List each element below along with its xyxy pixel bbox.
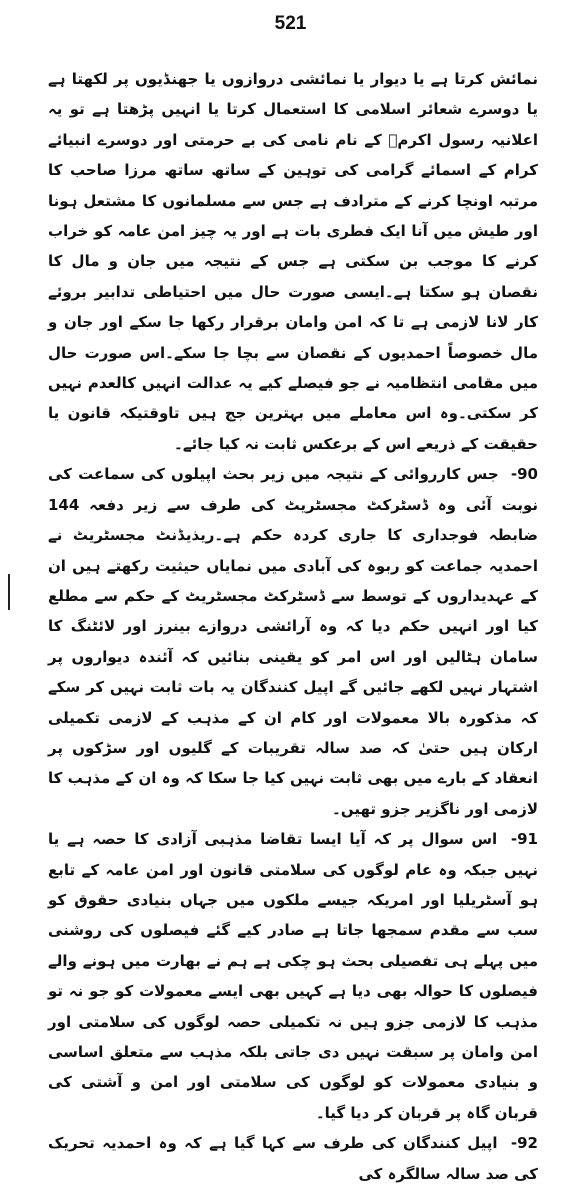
paragraph-number: 90-: [510, 465, 538, 484]
paragraph-text: نمائش کرتا ہے یا دیوار یا نمائشی دروازوں یا جھنڈیوں پر لکھتا ہے یا دوسرے شعائر اسلامی کا استعمال کرتا یا انہیں پڑھتا ہے تو یہ اعلانیہ رسول اکرمؐ کے نام نامی کی بے حرمتی اور دوسرے انبیائے کرام کے اسمائے گرامی کی توہین کے ساتھ ساتھ مرزا صاحب کا مرتبہ اونچا کرنے کے مترادف ہے جس سے مسلمانوں کا مشتعل ہونا اور طیش میں آنا ایک فطری بات ہے اور یہ چیز امن عامہ کو خراب کرنے کا موجب بن سکتی ہے جس کے نتیجہ میں جان و مال کا نقصان ہو سکتا ہے۔ایسی صورت حال میں احتیاطی تدابیر بروئے کار لانا لازمی ہے تا کہ امن وامان برقرار رکھا جا سکے اور جان و مال خصوصاً احمدیوں کے نقصان سے بچا جا سکے۔اس صورت حال میں مقامی انتظامیہ نے جو فیصلے کیے یہ عدالت انہیں کالعدم نہیں کر سکتی۔وہ اس معاملے میں بہترین جج ہیں تاوقتیکہ قانون یا حقیقت کے ذریعے اس کے برعکس ثابت نہ کیا جائے۔: [48, 70, 538, 453]
paragraph-continuation: [48, 64, 538, 459]
margin-mark: [8, 574, 10, 610]
document-body: [48, 64, 538, 1189]
paragraph-92: [48, 1128, 538, 1189]
paragraph-text: اس سوال پر کہ آیا ایسا تقاضا مذہبی آزادی کا حصہ ہے یا نہیں جبکہ وہ عام لوگوں کی سلامتی قانون اور امن عامہ کے تابع ہو آسٹریلیا اور امریکہ جیسے ملکوں میں جہاں بنیادی حقوق کو سب سے مقدم سمجھا جاتا ہے صادر کیے گئے فیصلوں کی روشنی میں پہلے ہی تفصیلی بحث ہو چکی ہے ہم نے بھارت میں ہونے والے فیصلوں کا حوالہ بھی دیا ہے کہیں بھی ایسے معمولات کو جو نہ تو مذہب کا لازمی جزو ہیں نہ تکمیلی حصہ لوگوں کی سلامتی اور امن وامان پر سبقت نہیں دی جاتی بلکہ مذہب سے متعلق اساسی و بنیادی معمولات کو لوگوں کی سلامتی اور امن و آشتی کی قربان گاہ پر قربان کر دیا گیا۔: [48, 830, 538, 1122]
paragraph-number: 91-: [510, 830, 538, 849]
paragraph-90: [48, 459, 538, 824]
paragraph-number: 92-: [510, 1134, 538, 1153]
page-number: 521: [274, 13, 307, 34]
paragraph-text: اپیل کنندگان کی طرف سے کہا گیا ہے کہ وہ احمدیہ تحریک کی صد سالہ سالگرہ کی: [48, 1134, 538, 1183]
paragraph-91: [48, 824, 538, 1128]
paragraph-text: جس کارروائی کے نتیجہ میں زیر بحث اپیلوں کی سماعت کی نوبت آئی وہ ڈسٹرکٹ مجسٹریٹ کی طرف سے زیر دفعہ 144 ضابطہ فوجداری کا جاری کردہ حکم ہے۔ریذیڈنٹ مجسٹریٹ نے احمدیہ جماعت کو ربوہ کی آبادی میں نمایاں حیثیت رکھتے ہیں ان کے عہدیداروں کے توسط سے ڈسٹرکٹ مجسٹریٹ کے حکم سے مطلع کیا اور انہیں حکم دیا کہ وہ آرائشی دروازے بینرز اور لائٹنگ کا سامان ہٹالیں اور اس امر کو یقینی بنائیں کہ آئندہ دیواروں پر اشتہار نہیں لکھے جائیں گے اپیل کنندگان یہ بات ثابت نہیں کر سکے کہ مذکورہ بالا معمولات اور کام ان کے مذہب کے لازمی تکمیلی ارکان ہیں حتیٰ کہ صد سالہ تقریبات کے گلیوں اور سڑکوں پر انعقاد کے بارے میں بھی ثابت نہیں کیا جا سکا کہ وہ ان کے مذہب کا لازمی اور ناگزیر جزو تھیں۔: [48, 465, 538, 818]
